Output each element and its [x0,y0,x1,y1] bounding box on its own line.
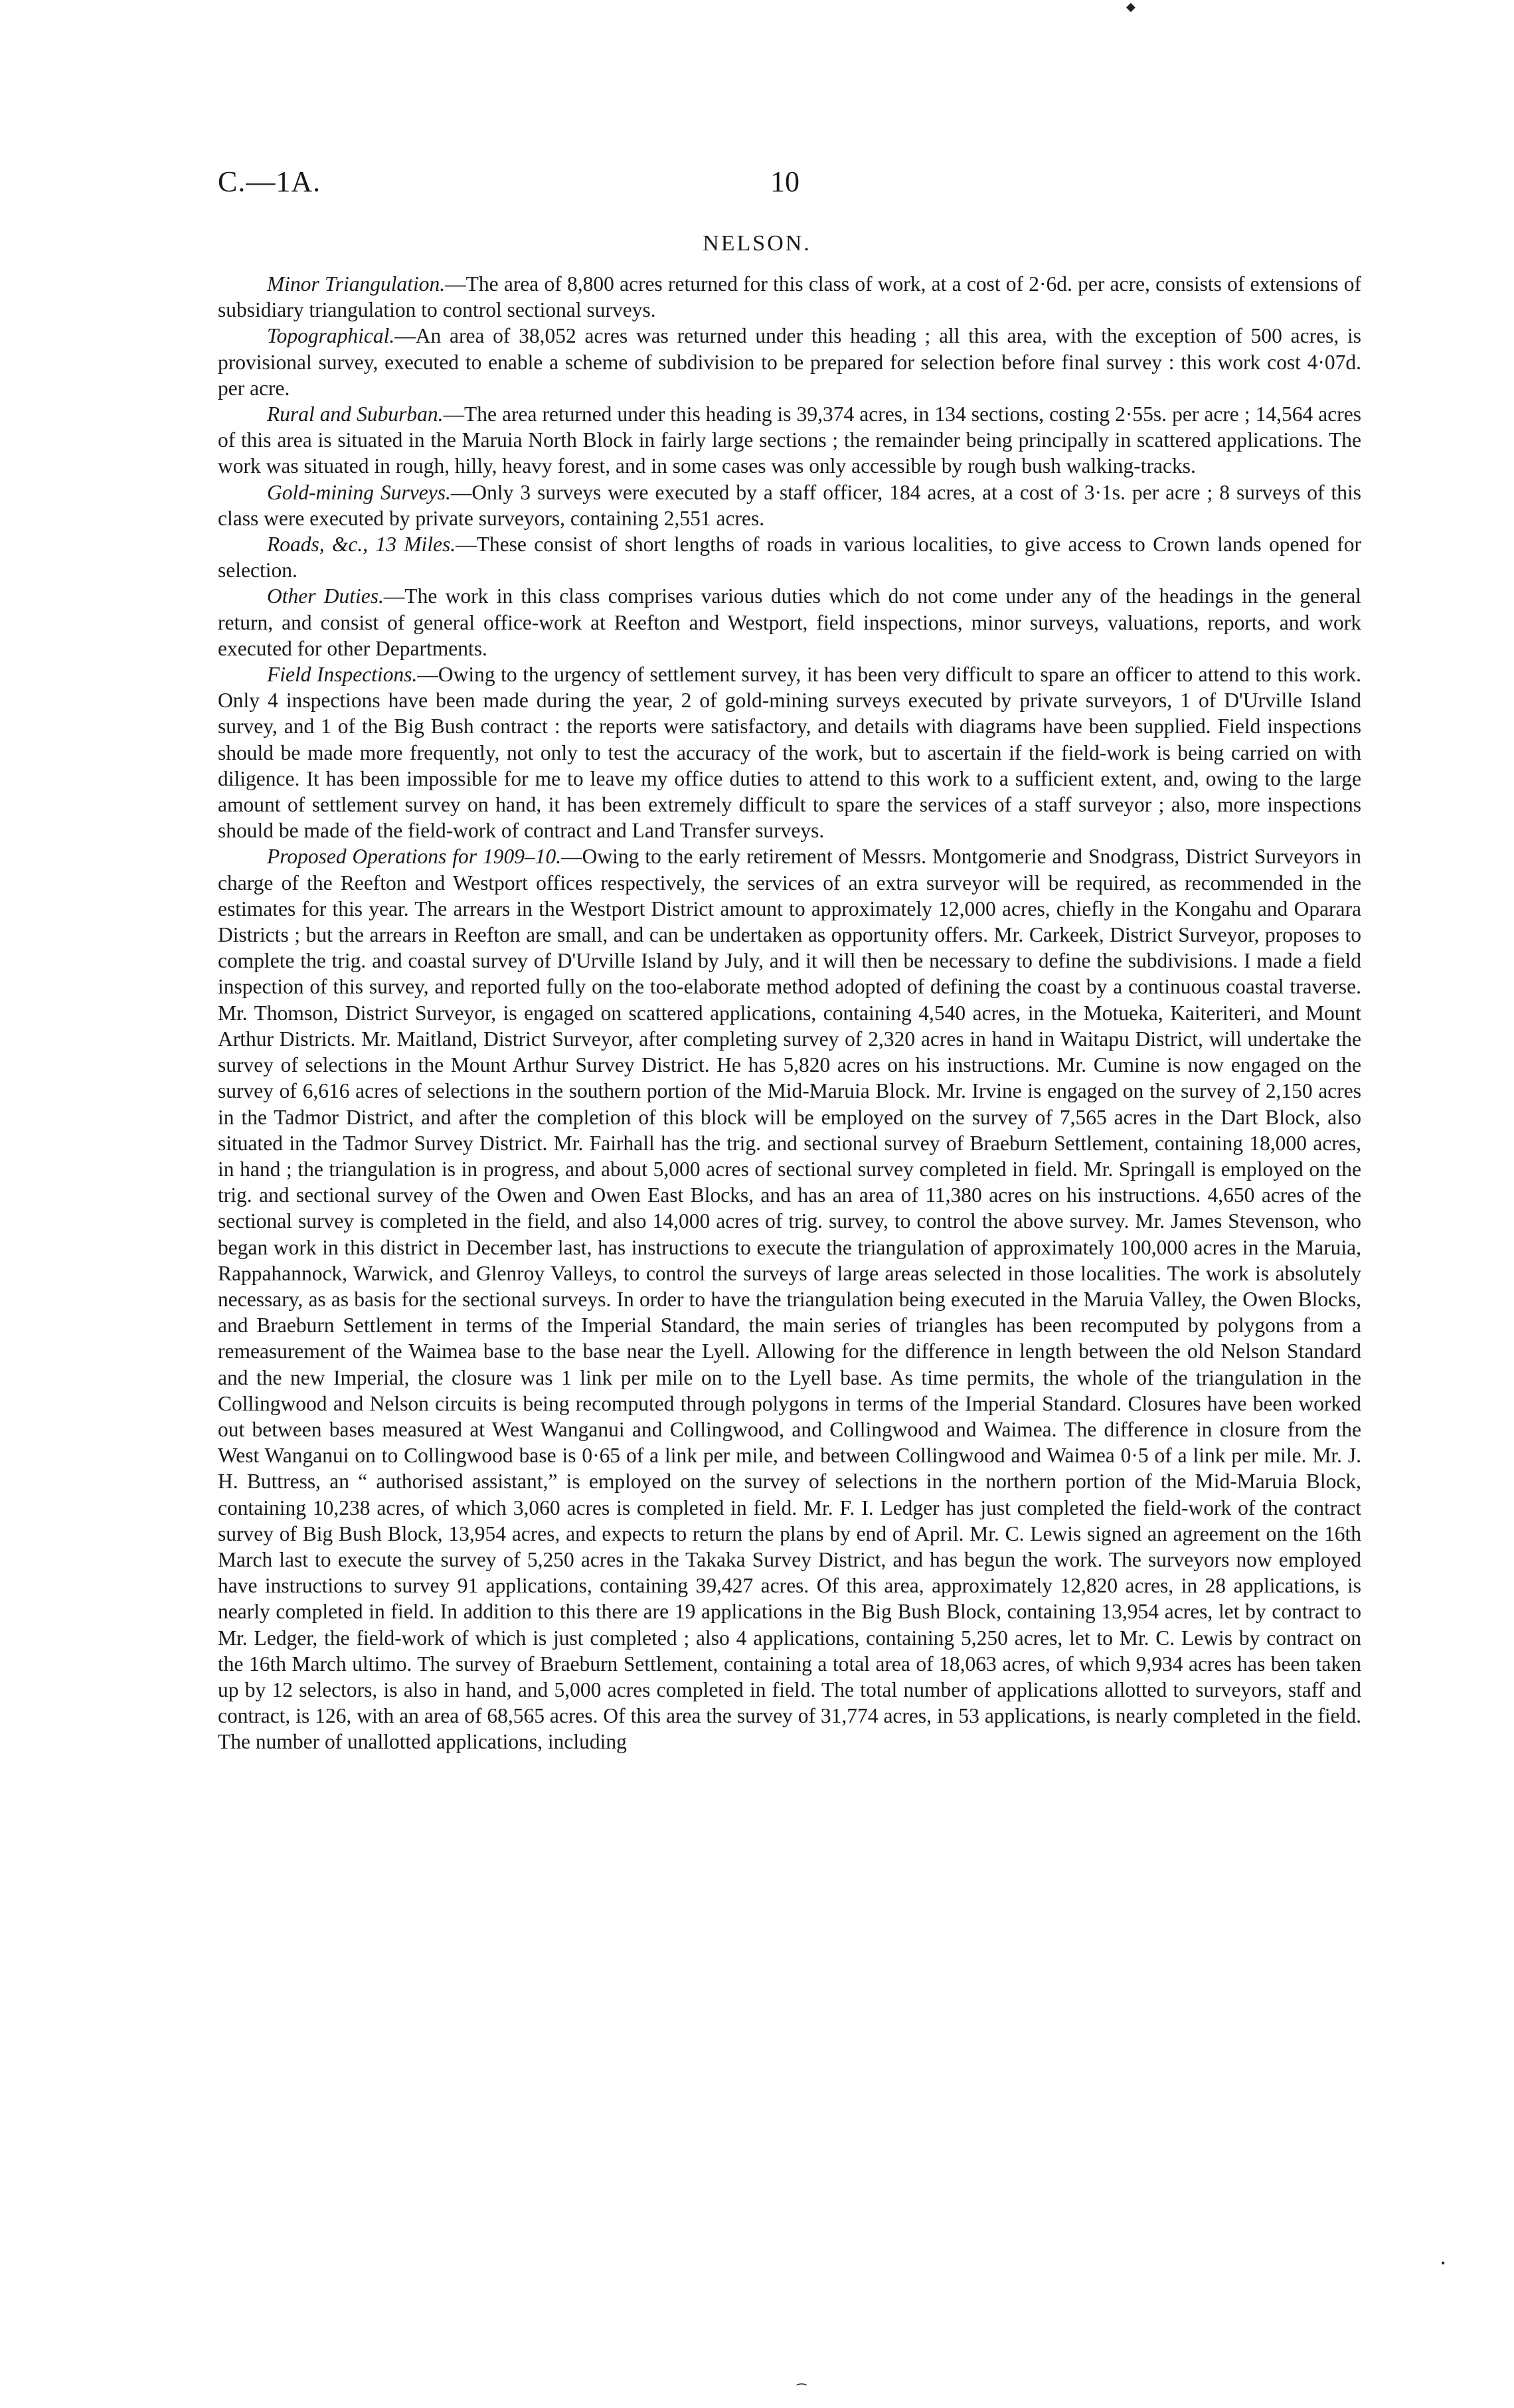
paragraph-rural-suburban [218,401,1361,479]
report-body [218,271,1361,1755]
paragraph-text: —Only 3 surveys were executed by a staff officer, 184 acres, at a cost of 3·1s. per acre ; 8 surveys of this class were executed by private surveyors, containing 2,551 acres. [218,480,1361,530]
paragraph-heading: Roads, &c., 13 Miles. [267,533,456,557]
paragraph-proposed-operations [218,843,1361,1755]
paragraph-heading: Rural and Suburban. [267,402,444,426]
paragraph-heading: Field Inspections. [267,663,418,687]
document-reference: C.—1A. [218,165,321,198]
scan-speck: • [1441,2257,1446,2270]
paragraph-heading: Gold-mining Surveys. [267,480,451,504]
paragraph-heading: Other Duties. [267,584,384,608]
section-title: NELSON. [703,231,811,256]
paragraph-text: —Owing to the early retirement of Messrs. Montgomerie and Snodgrass, District Surveyors in charge of the Reefton and Westport offices respectively, the services of an extra surveyor will be required, as recommended in the estimates for this year. The arrears in the Westport District amount to approximately 12,000 acres, chiefly in the Kongahu and Oparara Districts ; but the arrears in Reefton are small, and can be undertaken as opportunity offers. Mr. Carkeek, District Surveyor, proposes to complete the trig. and coastal survey of D'Urville Island by July, and it will then be necessary to define the subdivisions. I made a field inspection of this survey, and reported fully on the too-elaborate method adopted of defining the coast by a continuous coastal traverse. Mr. Thomson, District Surveyor, is engaged on scattered applications, containing 4,540 acres, in the Motueka, Kaiteriteri, and Mount Arthur Districts. Mr. Maitland, District Surveyor, after completing survey of 2,320 acres in hand in Waitapu District, will undertake the survey of selections in the Mount Arthur Survey District. He has 5,820 acres on his instructions. Mr. Cumine is now engaged on the survey of 6,616 acres of selections in the southern portion of the Mid-Maruia Block. Mr. Irvine is engaged on the survey of 2,150 acres in the Tadmor District, and after the completion of this block will be employed on the survey of 7,565 acres in the Dart Block, also situated in the Tadmor Survey District. Mr. Fairhall has the trig. and sectional survey of Braeburn Settlement, containing 18,000 acres, in hand ; the triangulation is in progress, and about 5,000 acres of sectional survey completed in field. Mr. Springall is employed on the trig. and sectional survey of the Owen and Owen East Blocks, and has an area of 11,380 acres on his instructions. 4,650 acres of the sectional survey is completed in the field, and also 14,000 acres of trig. survey, to control the above survey. Mr. James Stevenson, who began work in this district in December last, has instructions to execute the triangulation of approximately 100,000 acres in the Maruia, Rappahannock, Warwick, and Glenroy Valleys, to control the surveys of large areas selected in those localities. The work is absolutely necessary, as as basis for the sectional surveys. In order to have the triangulation being executed in the Maruia Valley, the Owen Blocks, and Braeburn Settlement in terms of the Imperial Standard, the main series of triangles has been recomputed by polygons from a remeasurement of the Waimea base to the base near the Lyell. Allowing for the difference in length between the old Nelson Standard and the new Imperial, the closure was 1 link per mile on to the Lyell base. As time permits, the whole of the triangulation in the Collingwood and Nelson circuits is being recomputed through polygons in terms of the Imperial Standard. Closures have been worked out between bases measured at West Wanganui and Collingwood, and Collingwood and Waimea. The difference in closure from the West Wanganui on to Collingwood base is 0·65 of a link per mile, and between Collingwood and Waimea 0·5 of a link per mile. Mr. J. H. Buttress, an “ authorised assistant,” is employed on the survey of selections in the northern portion of the Mid-Maruia Block, containing 10,238 acres, of which 3,060 acres is completed in field. Mr. F. I. Ledger has just completed the field-work of the contract survey of Big Bush Block, 13,954 acres, and expects to return the plans by end of April. Mr. C. Lewis signed an agreement on the 16th March last to execute the survey of 5,250 acres in the Takaka Survey District, and has begun the work. The surveyors now employed have instructions to survey 91 applications, containing 39,427 acres. Of this area, approximately 12,820 acres, in 28 applications, is nearly completed in field. In addition to this there are 19 applications in the Big Bush Block, containing 13,954 acres, let by contract to Mr. Ledger, the field-work of which is just completed ; also 4 applications, containing 5,250 acres, let to Mr. C. Lewis by contract on the 16th March ultimo. The survey of Braeburn Settlement, containing a total area of 18,063 acres, of which 9,934 acres has been taken up by 12 selectors, is also in hand, and 5,000 acres completed in field. The total number of applications allotted to surveyors, staff and contract, is 126, with an area of 68,565 acres. Of this area the survey of 31,774 acres, in 53 applications, is nearly completed in the field. The number of unallotted applications, including [218,845,1361,1754]
page-number: 10 [770,165,799,198]
scan-speck: ◆ [1126,0,1136,13]
paragraph-gold-mining [218,479,1361,531]
paragraph-text: —The area of 8,800 acres returned for this class of work, at a cost of 2·6d. per acre, consists of extensions of subsidiary triangulation to control sectional surveys. [218,272,1362,322]
paragraph-field-inspections [218,661,1361,843]
paragraph-heading: Proposed Operations for 1909–10. [267,845,562,869]
paragraph-text: —Owing to the urgency of settlement survey, it has been very difficult to spare an officer to attend to this work. Only 4 inspections have been made during the year, 2 of gold-mining surveys executed by private surveyors, 1 of D'Urville Island survey, and 1 of the Big Bush contract : the reports were satisfactory, and details with diagrams have been supplied. Field inspections should be made more frequently, not only to test the accuracy of the work, but to ascertain if the field-work is being carried on with diligence. It has been impossible for me to leave my office duties to attend to this work to a sufficient extent, and, owing to the large amount of settlement survey on hand, it has been extremely difficult to spare the services of a staff surveyor ; also, more inspections should be made of the field-work of contract and Land Transfer surveys. [218,663,1361,843]
paragraph-text: —These consist of short lengths of roads in various localities, to give access to Crown lands opened for selection. [218,533,1361,582]
paragraph-text: —The work in this class comprises various duties which do not come under any of the headings in the general return, and consist of general office-work at Reefton and Westport, field inspections, minor surveys, valuations, reports, and work executed for other Departments. [218,584,1362,660]
paragraph-roads [218,531,1361,583]
paragraph-heading: Minor Triangulation. [267,272,446,296]
paragraph-minor-triangulation [218,271,1361,323]
scan-speck: ⁀ [797,2384,807,2397]
paragraph-text: —An area of 38,052 acres was returned under this heading ; all this area, with the exception of 500 acres, is provisional survey, executed to enable a scheme of subdivision to be prepared for selection before final survey : this work cost 4·07d. per acre. [218,324,1361,400]
paragraph-other-duties [218,583,1361,661]
paragraph-topographical [218,323,1361,401]
paragraph-text: —The area returned under this heading is 39,374 acres, in 134 sections, costing 2·55s. per acre ; 14,564 acres of this area is situated in the Maruia North Block in fairly large sections ; the remainder being principally in scattered applications. The work was situated in rough, hilly, heavy forest, and in some cases was only accessible by rough bush walking-tracks. [218,402,1361,478]
page-header [218,165,1373,211]
paragraph-heading: Topographical. [267,324,395,348]
